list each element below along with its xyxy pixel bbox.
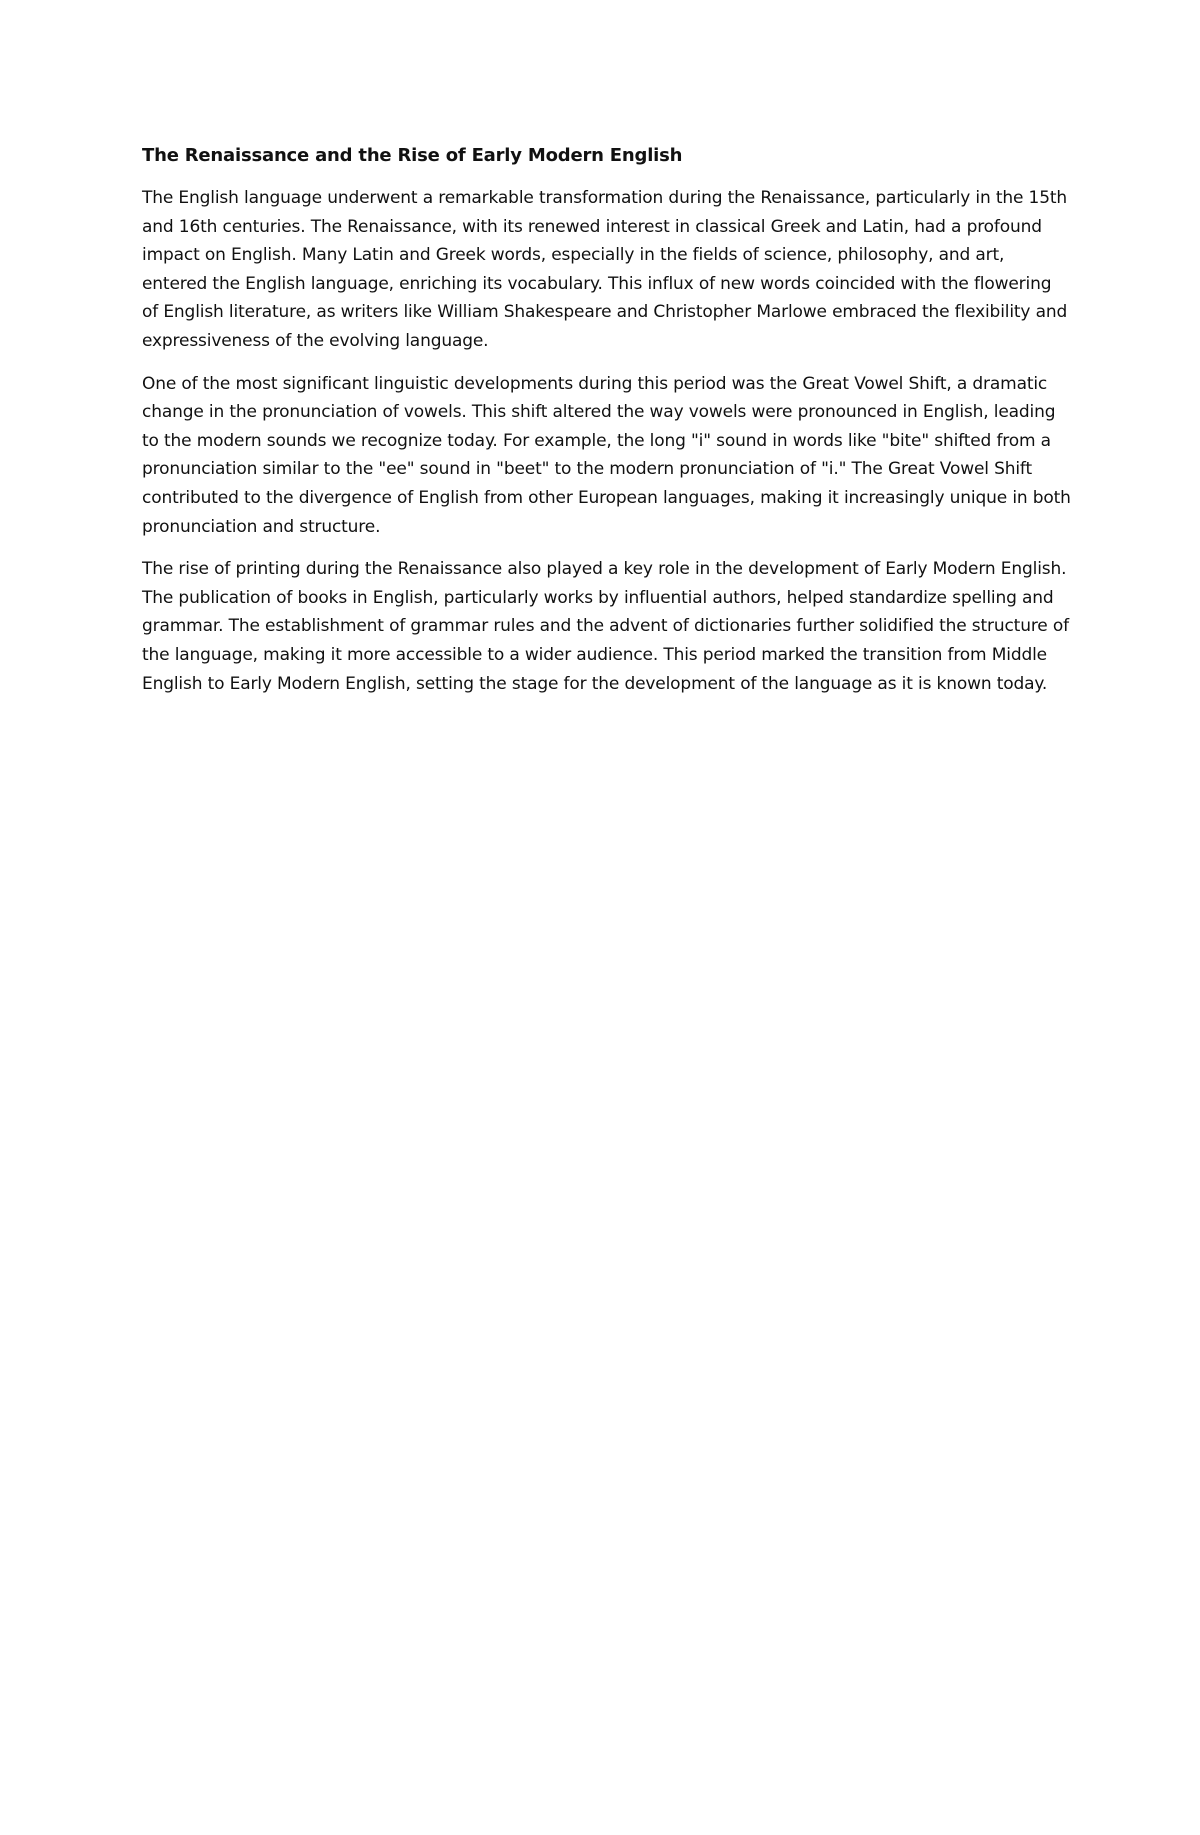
document-title: The Renaissance and the Rise of Early Modern English (142, 145, 683, 166)
paragraph-3: The rise of printing during the Renaissance also played a key role in the development of Early Modern English. The publication of books in English, particularly works by influential authors, helped standardize spelling and grammar. The establishment of grammar rules and the advent of dictionaries further solidified the structure of the language, making it more accessible to a wider audience. This period marked the transition from Middle English to Early Modern English, setting the stage for the development of the language as it is known today. (142, 559, 1069, 694)
document-body (142, 142, 1072, 712)
paragraph-1: The English language underwent a remarkable transformation during the Renaissance, particularly in the 15th and 16th centuries. The Renaissance, with its renewed interest in classical Greek and Latin, had a profound impact on English. Many Latin and Greek words, especially in the fields of science, philosophy, and art, entered the English language, enriching its vocabulary. This influx of new words coincided with the flowering of English literature, as writers like William Shakespeare and Christopher Marlowe embraced the flexibility and expressiveness of the evolving language. (142, 188, 1068, 351)
paragraph-2: One of the most significant linguistic developments during this period was the Great Vowel Shift, a dramatic change in the pronunciation of vowels. This shift altered the way vowels were pronounced in English, leading to the modern sounds we recognize today. For example, the long "i" sound in words like "bite" shifted from a pronunciation similar to the "ee" sound in "beet" to the modern pronunciation of "i." The Great Vowel Shift contributed to the divergence of English from other European languages, making it increasingly unique in both pronunciation and structure. (142, 373, 1071, 537)
